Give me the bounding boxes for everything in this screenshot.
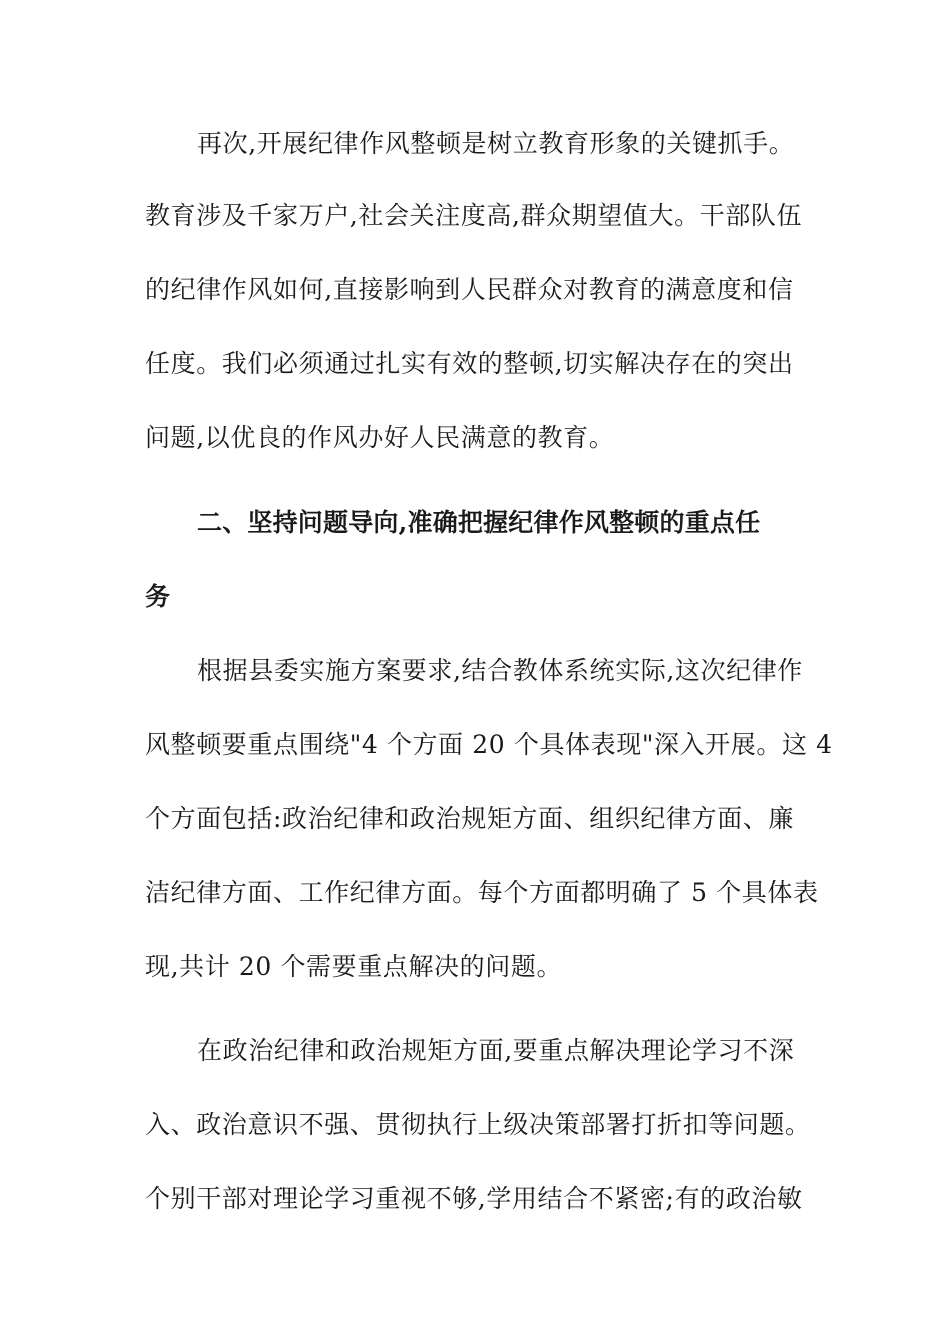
paragraph-2-line-5: 现,共计 20 个需要重点解决的问题。 bbox=[145, 952, 563, 981]
paragraph-3-line-2: 入、政治意识不强、贯彻执行上级决策部署打折扣等问题。 bbox=[145, 1110, 811, 1139]
paragraph-1-line-3: 的纪律作风如何,直接影响到人民群众对教育的满意度和信 bbox=[145, 275, 794, 304]
paragraph-2-line-4: 洁纪律方面、工作纪律方面。每个方面都明确了 5 个具体表 bbox=[145, 878, 819, 907]
section-heading-line-1: 二、坚持问题导向,准确把握纪律作风整顿的重点任 bbox=[197, 508, 761, 537]
paragraph-2-line-2: 风整顿要重点围绕"4 个方面 20 个具体表现"深入开展。这 4 bbox=[145, 730, 833, 759]
paragraph-3-line-1: 在政治纪律和政治规矩方面,要重点解决理论学习不深 bbox=[197, 1036, 795, 1065]
section-heading-line-2: 务 bbox=[145, 582, 171, 611]
paragraph-1-line-4: 任度。我们必须通过扎实有效的整顿,切实解决存在的突出 bbox=[145, 349, 794, 378]
paragraph-1-line-2: 教育涉及千家万户,社会关注度高,群众期望值大。干部队伍 bbox=[145, 201, 803, 230]
paragraph-2-line-1: 根据县委实施方案要求,结合教体系统实际,这次纪律作 bbox=[197, 656, 803, 685]
paragraph-3-line-3: 个别干部对理论学习重视不够,学用结合不紧密;有的政治敏 bbox=[145, 1184, 803, 1213]
paragraph-1-line-1: 再次,开展纪律作风整顿是树立教育形象的关键抓手。 bbox=[197, 129, 795, 158]
paragraph-2-line-3: 个方面包括:政治纪律和政治规矩方面、组织纪律方面、廉 bbox=[145, 804, 795, 833]
paragraph-1-line-5: 问题,以优良的作风办好人民满意的教育。 bbox=[145, 423, 615, 452]
